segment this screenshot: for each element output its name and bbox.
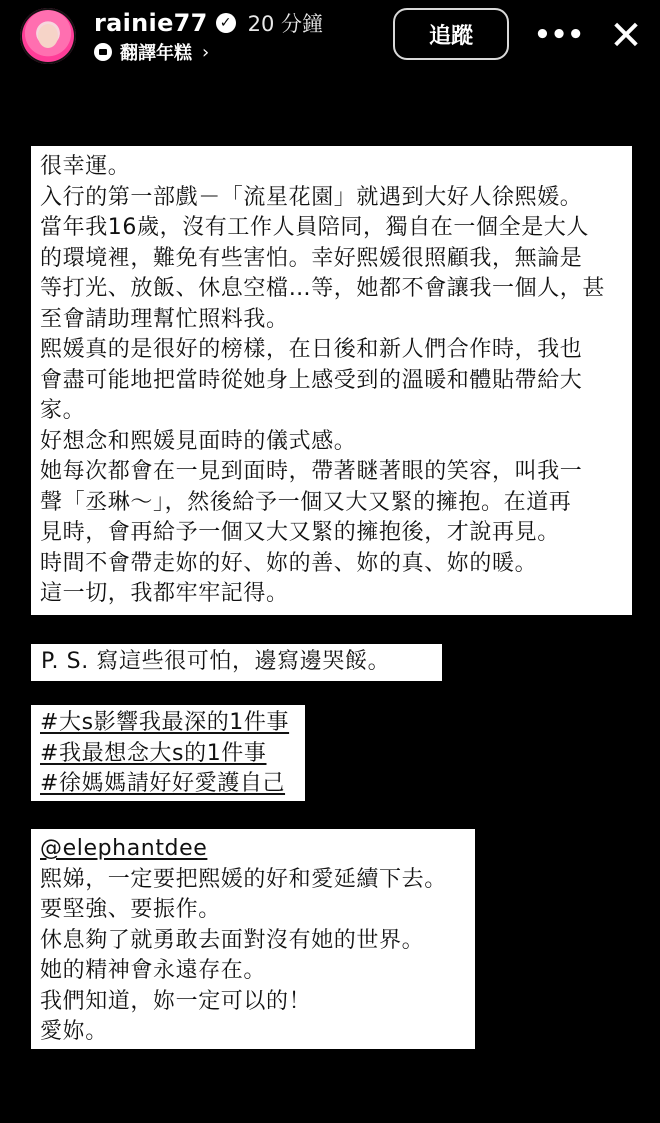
hashtag-link[interactable]: #我最想念大s的1件事	[40, 740, 267, 766]
ps-line: P. S. 寫這些很可怕，邊寫邊哭餒。	[41, 649, 391, 674]
main-text-line: 當年我16歲，沒有工作人員陪同，獨自在一個全是大人	[40, 215, 589, 240]
main-text-line: 聲「丞琳～」，然後給予一個又大又緊的擁抱。在道再	[40, 489, 572, 515]
main-text-line: 的環境裡，難免有些害怕。幸好熙媛很照顧我，無論是	[40, 245, 583, 271]
mention-text-line: 愛妳。	[40, 1019, 108, 1044]
mention-text-line: 要堅強、要振作。	[40, 897, 221, 922]
main-text-line: 熙媛真的是很好的榜樣，在日後和新人們合作時，我也	[40, 337, 583, 362]
hashtag-box	[31, 705, 305, 801]
main-text-line: 很幸運。	[40, 154, 131, 179]
main-text-line: 這一切，我都牢牢記得。	[40, 581, 289, 606]
main-text-line: 家。	[40, 398, 86, 423]
translate-icon	[94, 43, 112, 61]
main-text-line: 等打光、放飯、休息空檔…等，她都不會讓我一個人，甚	[40, 276, 606, 301]
main-text-line: 會盡可能地把當時從她身上感受到的溫暖和體貼帶給大	[40, 367, 583, 393]
story-header	[0, 0, 660, 80]
translation-link[interactable]	[94, 39, 209, 65]
username-row	[94, 8, 323, 38]
more-options-icon[interactable]: •••	[534, 20, 584, 50]
ps-text-box	[31, 644, 442, 681]
mention-link[interactable]: @elephantdee	[40, 836, 208, 861]
main-text-line: 至會請助理幫忙照料我。	[40, 306, 289, 332]
hashtag-link[interactable]: #大s影響我最深的1件事	[40, 710, 290, 735]
main-text-line: 見時，會再給予一個又大又緊的擁抱後，才說再見。	[40, 520, 560, 545]
mention-text-box	[31, 829, 475, 1049]
profile-avatar[interactable]	[20, 8, 76, 64]
story-main-text-box	[31, 146, 632, 615]
close-icon[interactable]: ✕	[609, 13, 643, 59]
main-text-line: 入行的第一部戲－「流星花園」就遇到大好人徐熙媛。	[40, 184, 583, 210]
mention-text-line: 我們知道，妳一定可以的！	[40, 988, 312, 1014]
main-text-line: 時間不會帶走妳的好、妳的善、妳的真、妳的暖。	[40, 550, 538, 576]
chevron-right-icon: ›	[202, 41, 210, 63]
post-time: 20 分鐘	[247, 12, 324, 36]
mention-text-line: 休息夠了就勇敢去面對沒有她的世界。	[40, 927, 425, 953]
main-text-line: 好想念和熙媛見面時的儀式感。	[40, 428, 357, 454]
mention-text-line: 她的精神會永遠存在。	[40, 958, 267, 983]
translate-label[interactable]: 翻譯年糕	[120, 43, 192, 64]
avatar-face-icon	[38, 24, 58, 48]
verified-badge-icon: ✓	[216, 13, 236, 33]
main-text-line: 她每次都會在一見到面時，帶著瞇著眼的笑容，叫我一	[40, 459, 583, 484]
hashtag-link[interactable]: #徐媽媽請好好愛護自己	[40, 771, 286, 796]
follow-button[interactable]: 追蹤	[393, 8, 509, 60]
mention-text-line: 熙娣，一定要把熙媛的好和愛延續下去。	[40, 866, 447, 892]
username[interactable]: rainie77	[94, 9, 208, 37]
